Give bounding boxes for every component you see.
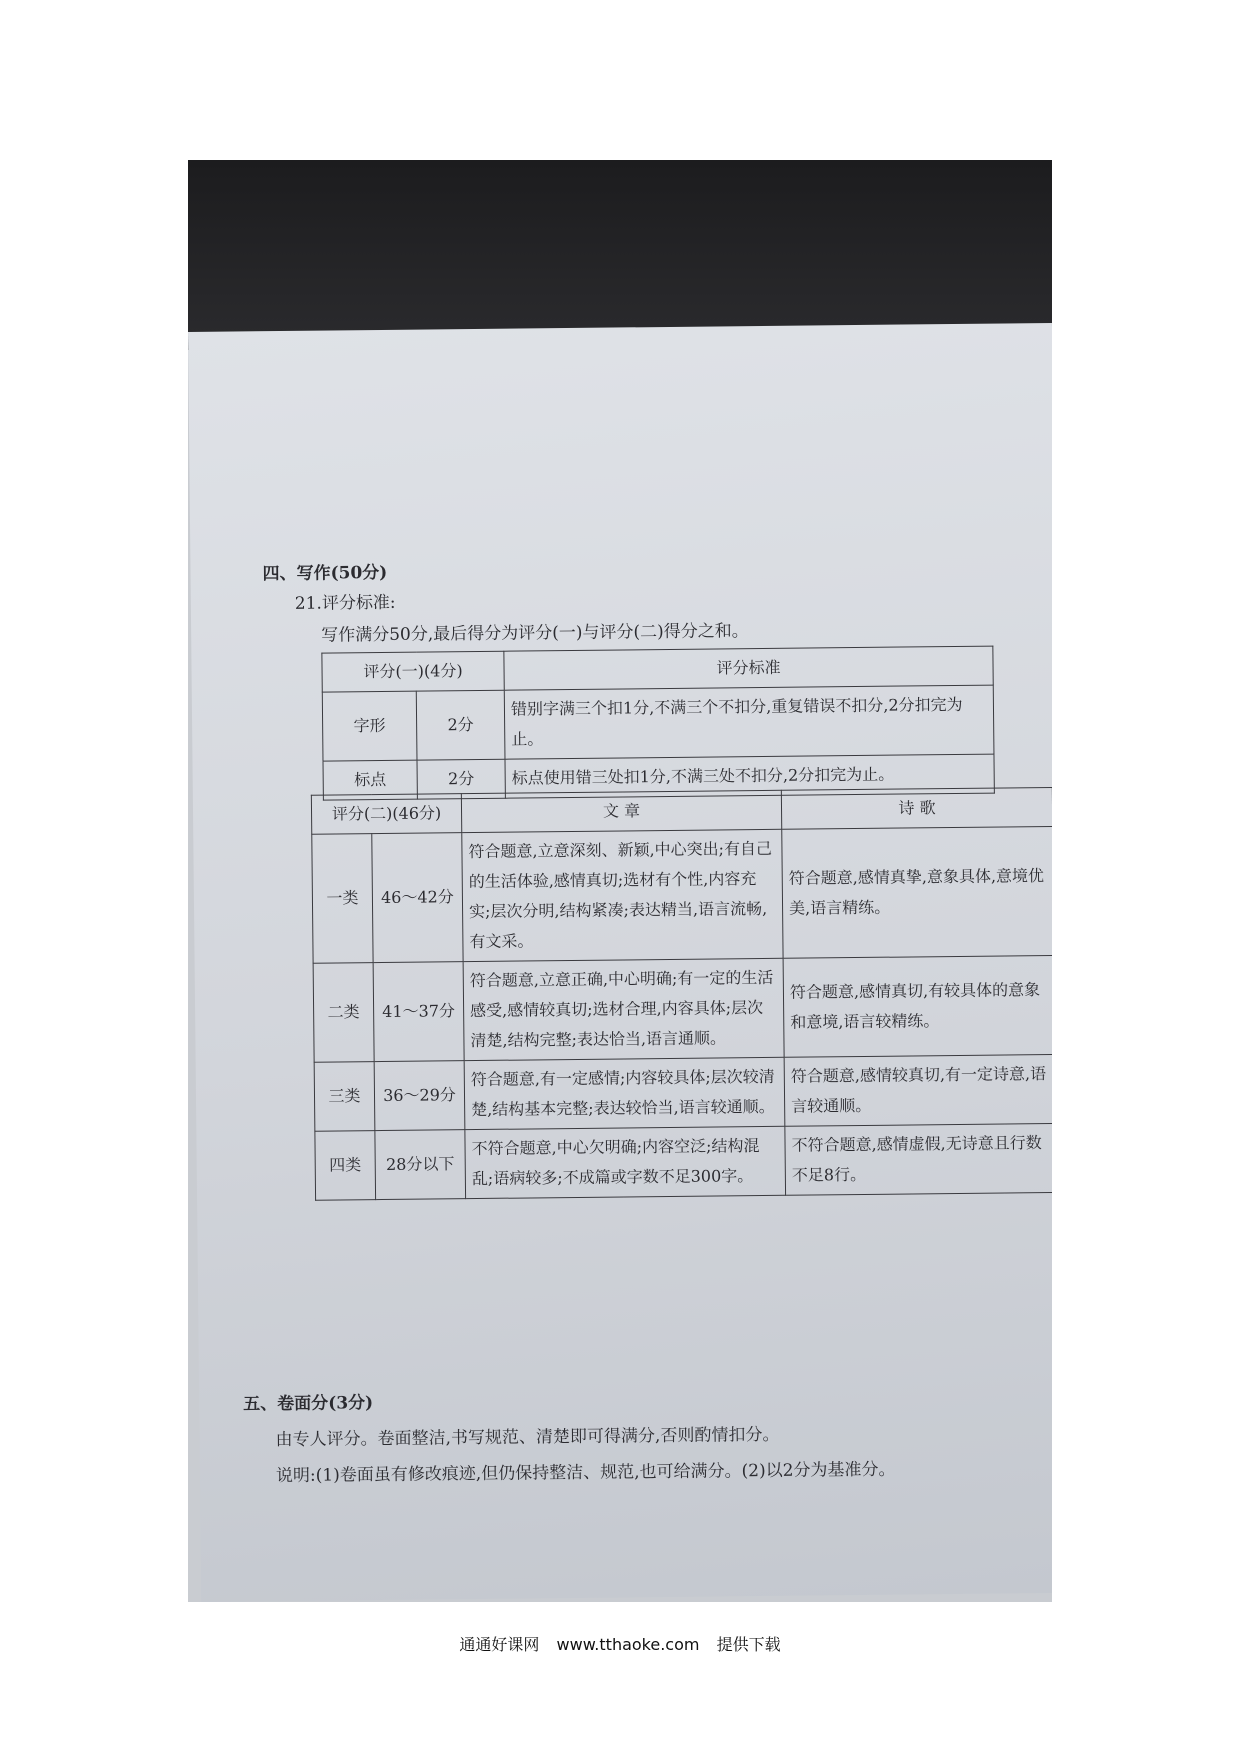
table2-poem-criteria: 符合题意,感情真挚,意象具体,意境优美,语言精练。 xyxy=(782,826,1052,958)
item-21-label: 21.评分标准: xyxy=(294,592,396,614)
table2-class-label: 二类 xyxy=(313,963,374,1063)
section5-line1: 由专人评分。卷面整洁,书写规范、清楚即可得满分,否则酌情扣分。 xyxy=(275,1424,780,1451)
page-footer xyxy=(0,1632,1240,1655)
dark-background xyxy=(188,160,1052,350)
footer-site-name: 通通好课网 xyxy=(459,1635,540,1654)
answer-sheet-paper xyxy=(188,323,1052,1602)
score-table-two xyxy=(311,787,1052,1201)
footer-suffix: 提供下载 xyxy=(716,1635,781,1654)
table2-score-range: 41～37分 xyxy=(373,962,464,1062)
table1-header-left: 评分(一)(4分) xyxy=(322,651,504,692)
table2-score-range: 28分以下 xyxy=(375,1130,466,1200)
table2-article-criteria: 符合题意,有一定感情;内容较具体;层次较清楚,结构基本完整;表达较恰当,语言较通顺。 xyxy=(464,1057,785,1129)
table2-score-range: 36～29分 xyxy=(374,1061,465,1131)
table2-class-label: 一类 xyxy=(312,834,373,964)
table1-row-name: 标点 xyxy=(323,760,417,800)
section4-intro: 写作满分50分,最后得分为评分(一)与评分(二)得分之和。 xyxy=(321,621,749,646)
table2-class-label: 三类 xyxy=(314,1062,375,1132)
table2-header-article: 文 章 xyxy=(461,790,781,832)
table2-article-criteria: 符合题意,立意深刻、新颖,中心突出;有自己的生活体验,感情真切;选材有个性,内容充实;层次分明,结构紧凑;表达精当,语言流畅,有文采。 xyxy=(462,829,783,961)
table2-poem-criteria: 不符合题意,感情虚假,无诗意且行数不足8行。 xyxy=(785,1123,1052,1195)
scanned-photo xyxy=(188,160,1052,1602)
table2-class-label: 四类 xyxy=(315,1131,376,1201)
table1-row-desc: 错别字满三个扣1分,不满三个不扣分,重复错误不扣分,2分扣完为止。 xyxy=(504,685,994,759)
table1-row-score: 2分 xyxy=(417,759,505,799)
table2-poem-criteria: 符合题意,感情真切,有较具体的意象和意境,语言较精练。 xyxy=(783,955,1052,1057)
section5-line2: 说明:(1)卷面虽有修改痕迹,但仍保持整洁、规范,也可给满分。(2)以2分为基准分。 xyxy=(275,1459,896,1487)
table1-row-name: 字形 xyxy=(322,691,417,761)
section5-heading: 五、卷面分(3分) xyxy=(243,1393,374,1415)
table2-score-range: 46～42分 xyxy=(372,833,463,963)
table2-header-poem: 诗 歌 xyxy=(781,787,1052,829)
score-table-one xyxy=(321,646,995,801)
table2-header-left: 评分(二)(46分) xyxy=(311,794,461,835)
footer-url-link[interactable]: www.tthaoke.com xyxy=(556,1635,700,1654)
section4-heading: 四、写作(50分) xyxy=(262,562,388,585)
table1-row-score: 2分 xyxy=(416,690,505,760)
table2-poem-criteria: 符合题意,感情较真切,有一定诗意,语言较通顺。 xyxy=(784,1054,1052,1126)
table1-row-desc: 标点使用错三处扣1分,不满三处不扣分,2分扣完为止。 xyxy=(505,754,994,798)
table2-article-criteria: 符合题意,立意正确,中心明确;有一定的生活感受,感情较真切;选材合理,内容具体;层次清楚,结构完整;表达恰当,语言通顺。 xyxy=(463,958,784,1060)
table1-header-right: 评分标准 xyxy=(504,646,993,690)
table2-article-criteria: 不符合题意,中心欠明确;内容空泛;结构混乱;语病较多;不成篇或字数不足300字。 xyxy=(465,1126,786,1198)
